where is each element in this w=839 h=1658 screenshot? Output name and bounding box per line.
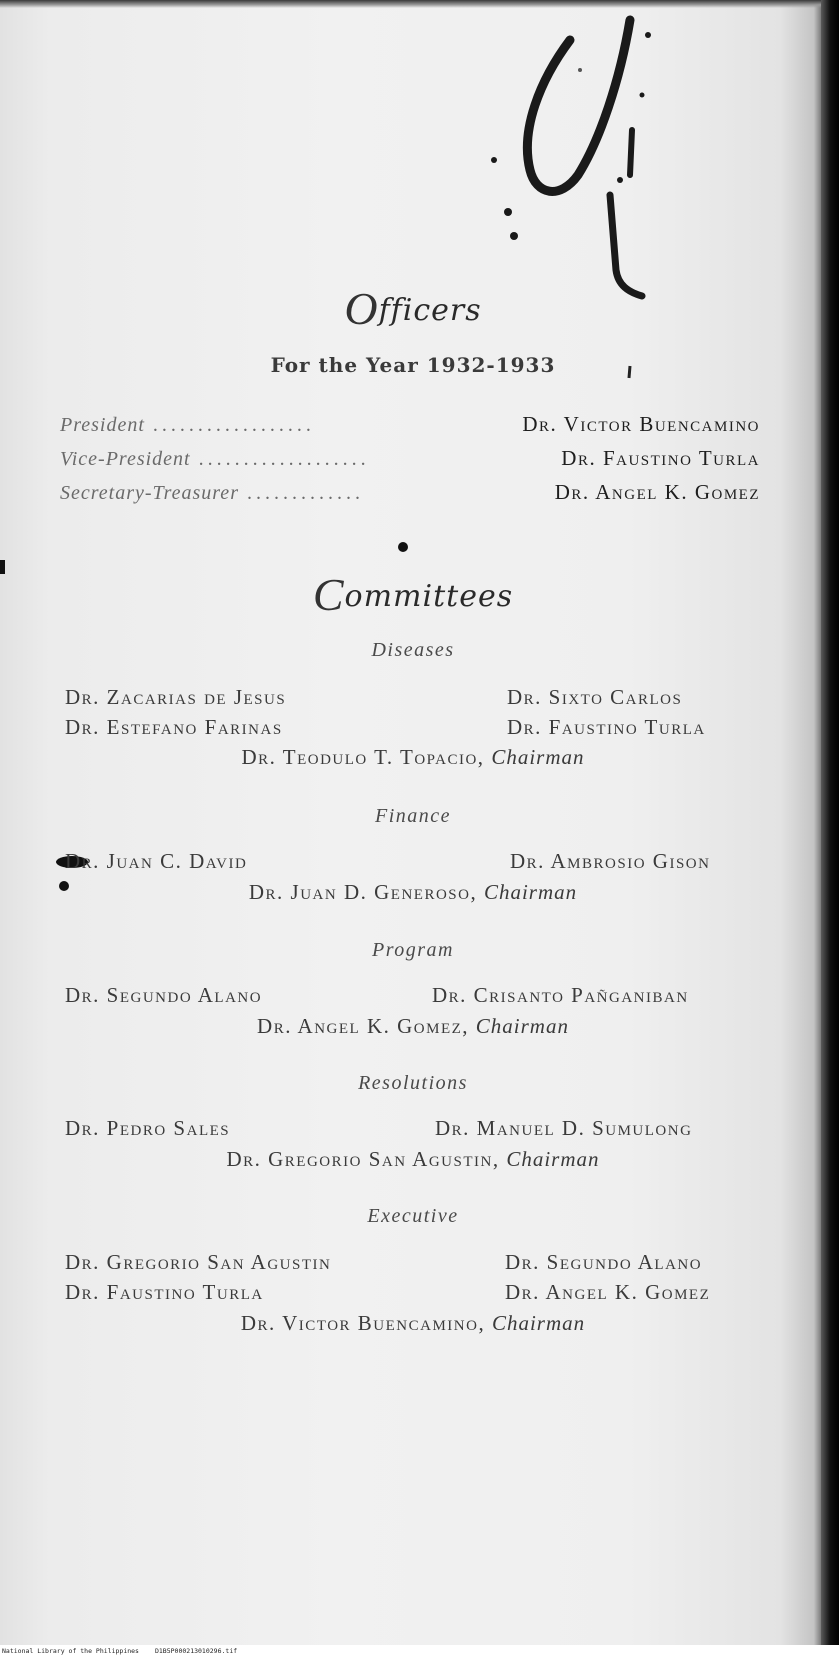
page-top-edge — [0, 0, 839, 8]
chairman-name: Dr. Gregorio San Agustin, — [226, 1147, 500, 1171]
dot-leader: ................... — [198, 448, 370, 470]
officer-row-vice-president — [60, 446, 760, 476]
officer-row-secretary-treasurer — [60, 480, 760, 510]
committee-title-program: Program — [372, 939, 454, 961]
committee-chairman — [0, 1014, 826, 1039]
scan-footer — [0, 1645, 839, 1658]
committee-title-diseases: Diseases — [371, 639, 455, 661]
committee-member: Dr. Zacarias de Jesus — [65, 685, 287, 709]
committees-heading-initial: C — [312, 569, 345, 620]
committee-member: Dr. Sixto Carlos — [507, 685, 683, 709]
committee-member: Dr. Gregorio San Agustin — [65, 1250, 332, 1274]
officers-heading-initial: O — [344, 283, 379, 334]
committee-member: Dr. Ambrosio Gison — [510, 849, 711, 873]
officer-name: Dr. Faustino Turla — [561, 446, 760, 470]
committee-member: Dr. Pedro Sales — [65, 1116, 231, 1140]
chairman-role: Chairman — [475, 1014, 569, 1038]
officer-name: Dr. Angel K. Gomez — [554, 480, 760, 504]
ink-speck — [396, 540, 410, 554]
chairman-role: Chairman — [491, 745, 585, 769]
committee-title-executive: Executive — [367, 1205, 459, 1227]
committee-member: Dr. Estefano Farinas — [65, 715, 283, 739]
committee-member: Dr. Faustino Turla — [65, 1280, 264, 1304]
year-line: For the Year 1932-1933 — [270, 353, 556, 377]
committee-member: Dr. Segundo Alano — [65, 983, 263, 1007]
dot-leader: .................. — [152, 414, 315, 436]
committee-member: Dr. Crisanto Pañganiban — [432, 983, 689, 1007]
committee-member: Dr. Faustino Turla — [507, 715, 706, 739]
handwritten-mark — [470, 0, 670, 310]
footer-filename: D1B5P000213010296.tif — [154, 1647, 238, 1655]
committee-member: Dr. Manuel D. Sumulong — [435, 1116, 693, 1140]
chairman-name: Dr. Angel K. Gomez, — [257, 1014, 470, 1038]
officer-role: Secretary-Treasurer — [60, 482, 239, 504]
committee-title-finance: Finance — [374, 805, 452, 827]
committees-heading-rest: ommittees — [344, 579, 514, 614]
chairman-name: Dr. Teodulo T. Topacio, — [241, 745, 485, 769]
committee-chairman — [0, 1311, 826, 1336]
chairman-name: Dr. Victor Buencamino, — [240, 1311, 486, 1335]
officer-role: President — [60, 414, 145, 436]
committee-chairman — [0, 1147, 826, 1172]
officer-name: Dr. Victor Buencamino — [522, 412, 760, 436]
committee-chairman — [0, 880, 826, 905]
committee-member: Dr. Segundo Alano — [505, 1250, 703, 1274]
committee-title-resolutions: Resolutions — [358, 1072, 468, 1094]
footer-library: National Library of the Philippines — [2, 1647, 139, 1655]
committee-member: Dr. Juan C. David — [65, 849, 248, 873]
chairman-role: Chairman — [506, 1147, 600, 1171]
chairman-role: Chairman — [491, 1311, 586, 1335]
chairman-role: Chairman — [483, 880, 578, 904]
officer-row-president — [60, 412, 760, 442]
committees-heading — [0, 568, 826, 621]
committee-chairman — [0, 745, 826, 770]
officer-role: Vice-President — [60, 448, 191, 470]
committee-member: Dr. Angel K. Gomez — [505, 1280, 711, 1304]
officers-heading-rest: fficers — [378, 293, 482, 328]
dot-leader: ............. — [246, 482, 364, 504]
officers-heading — [0, 282, 826, 335]
chairman-name: Dr. Juan D. Generoso, — [248, 880, 478, 904]
